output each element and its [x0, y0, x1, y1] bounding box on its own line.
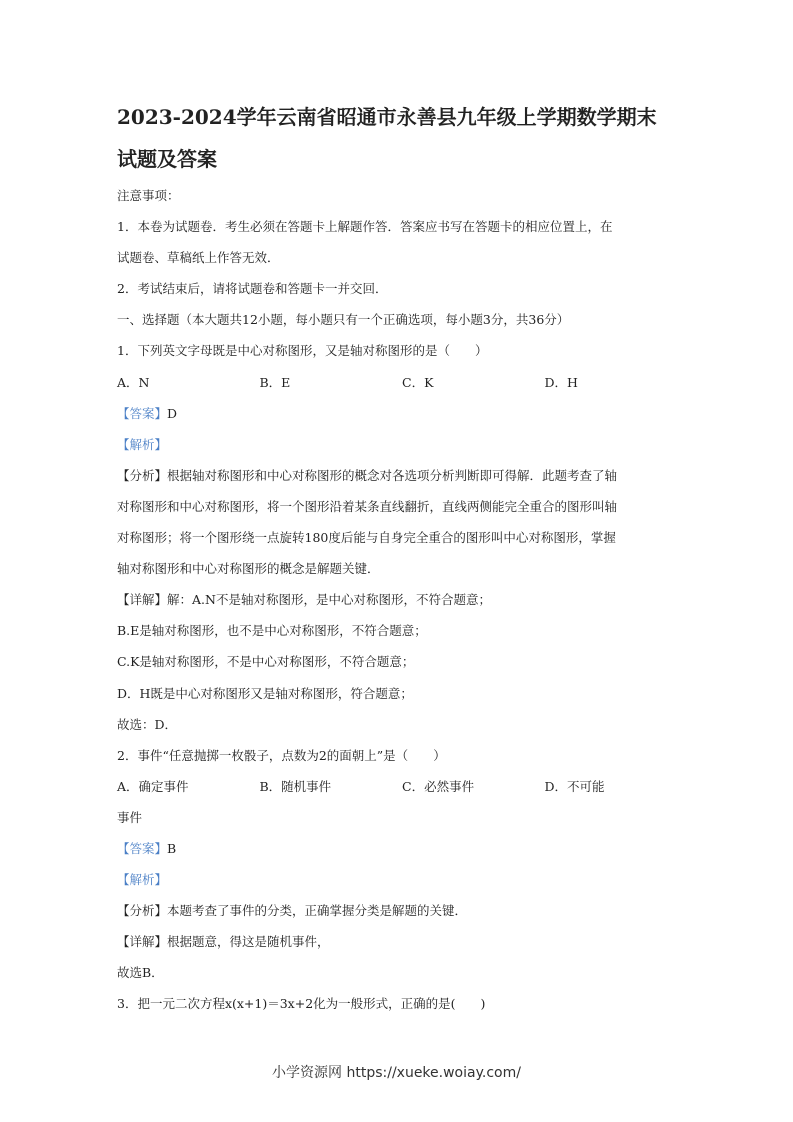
q1-stem: 1．下列英文字母既是中心对称图形，又是轴对称图形的是（ ） [117, 343, 488, 359]
option-cont: 事件 [117, 809, 143, 825]
option: B．E [259, 374, 291, 390]
title-line: 2023-2024学年云南省昭通市永善县九年级上学期数学期末 [117, 105, 657, 129]
option: D．H [544, 374, 578, 390]
document-body [117, 184, 687, 1024]
option: C．必然事件 [402, 778, 475, 794]
xj-text: C.K是轴对称图形，不是中心对称图形，不符合题意； [117, 654, 415, 670]
title-line: 试题及答案 [117, 147, 217, 171]
fx-text: 对称图形；将一个图形绕一点旋转180度后能与自身完全重合的图形叫中心对称图形，掌握 [117, 530, 616, 546]
q1-fx [117, 464, 687, 495]
q1-options [117, 371, 687, 402]
q2-answer [117, 837, 687, 868]
notice-1-cont: 试题卷、草稿纸上作答无效． [117, 250, 280, 266]
q2-conclusion: 故选B． [117, 965, 164, 981]
q2-xj [117, 930, 687, 961]
fx-text: 根据轴对称图形和中心对称图形的概念对各选项分析判断即可得解．此题考查了轴 [167, 467, 618, 483]
option: C．K [402, 374, 434, 390]
section-heading: 一、选择题（本大题共12小题，每小题只有一个正确选项，每小题3分，共36分） [117, 312, 570, 328]
option: D．不可能 [544, 778, 605, 794]
answer-value: B [167, 840, 177, 856]
q3-stem: 3．把一元二次方程x(x+1)＝3x+2化为一般形式，正确的是( ) [117, 996, 486, 1012]
notice-1: 1．本卷为试题卷．考生必须在答题卡上解题作答．答案应书写在答题卡的相应位置上，在 [117, 219, 613, 235]
xj-text: 故选：D． [117, 716, 178, 732]
option: B．随机事件 [259, 778, 332, 794]
page-title [117, 96, 687, 180]
analysis-label: 【解析】 [117, 436, 168, 452]
notice-heading: 注意事项： [117, 188, 180, 203]
q1-answer [117, 402, 687, 433]
xj-label: 【详解】 [117, 934, 168, 950]
fx-text: 本题考查了事件的分类，正确掌握分类是解题的关键． [167, 903, 468, 919]
xj-text: D．H既是中心对称图形又是轴对称图形，符合题意； [117, 685, 413, 701]
q2-fx [117, 899, 687, 930]
footer-watermark: 小学资源网 https://xueke.woiay.com/ [272, 1065, 521, 1081]
xj-text: B.E是轴对称图形，也不是中心对称图形，不符合题意； [117, 623, 427, 639]
fx-label: 【分析】 [117, 903, 168, 919]
fx-label: 【分析】 [117, 467, 168, 483]
fx-text: 对称图形和中心对称图形，将一个图形沿着某条直线翻折，直线两侧能完全重合的图形叫轴 [117, 498, 618, 514]
q2-options [117, 775, 687, 806]
q1-xj [117, 588, 687, 619]
fx-text: 轴对称图形和中心对称图形的概念是解题关键． [117, 561, 380, 577]
analysis-label: 【解析】 [117, 872, 168, 888]
answer-label: 【答案】 [117, 405, 168, 421]
answer-value: D [167, 405, 178, 421]
xj-text: 解：A.N不是轴对称图形，是中心对称图形，不符合题意； [167, 592, 491, 608]
q2-stem: 2．事件“任意抛掷一枚骰子，点数为2的面朝上”是（ ） [117, 747, 446, 763]
notice-2: 2．考试结束后，请将试题卷和答题卡一并交回． [117, 281, 388, 297]
option: A．N [117, 374, 150, 390]
xj-label: 【详解】 [117, 592, 168, 608]
xj-text: 根据题意，得这是随机事件， [167, 934, 330, 950]
answer-label: 【答案】 [117, 840, 168, 856]
option: A．确定事件 [117, 778, 189, 794]
